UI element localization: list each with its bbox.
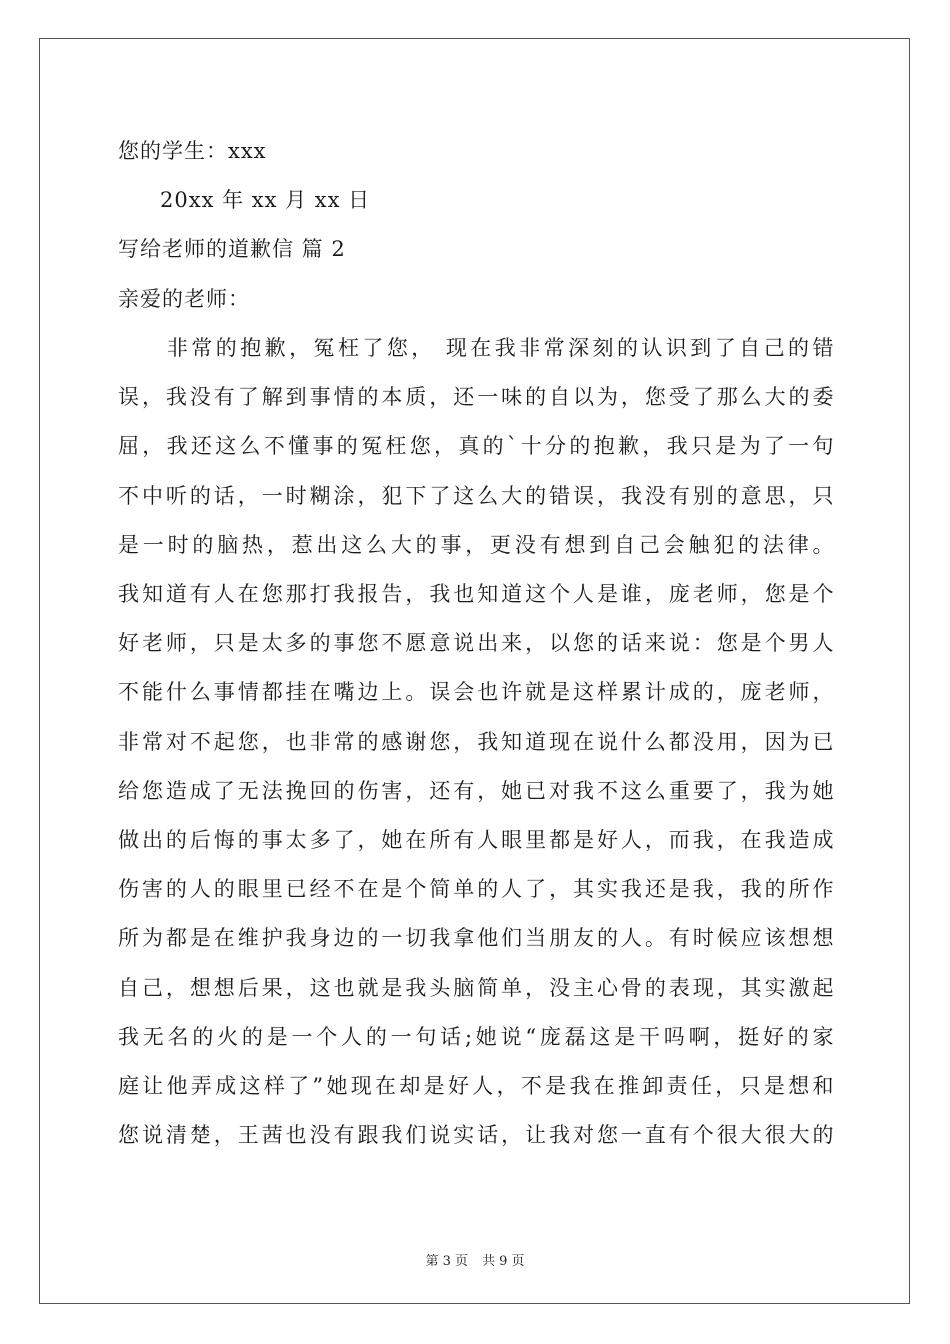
body-text-line: 屈，我还这么不懂事的冤枉您，真的`十分的抱歉，我只是为了一句 [118, 434, 834, 458]
page-border [39, 38, 910, 1304]
salutation: 亲爱的老师： [118, 287, 250, 311]
body-text-line: 不中听的话，一时糊涂，犯下了这么大的错误，我没有别的意思，只 [118, 484, 834, 508]
page-footer [0, 1250, 950, 1269]
body-text-line: 非常的抱歉，冤枉了您， 现在我非常深刻的认识到了自己的错 [118, 336, 834, 360]
body-text-line: 好老师，只是太多的事您不愿意说出来，以您的话来说：您是个男人 [118, 631, 834, 655]
date-line: 20xx 年 xx 月 xx 日 [160, 188, 371, 212]
page-total: 共 9 页 [482, 1254, 525, 1269]
section-title: 写给老师的道歉信 篇 2 [118, 237, 346, 261]
body-text-line: 给您造成了无法挽回的伤害，还有，她已对我不这么重要了，我为她 [118, 779, 834, 803]
body-text-line: 误，我没有了解到事情的本质，还一味的自以为，您受了那么大的委 [118, 385, 834, 409]
body-text-line: 我无名的火的是一个人的一句话;她说“庞磊这是干吗啊，挺好的家 [118, 1025, 834, 1049]
page-number: 第 3 页 [425, 1254, 468, 1269]
body-text-line: 自己，想想后果，这也就是我头脑简单，没主心骨的表现，其实激起 [118, 976, 834, 1000]
body-text-line: 伤害的人的眼里已经不在是个简单的人了，其实我还是我，我的所作 [118, 877, 834, 901]
body-text-line: 是一时的脑热，惹出这么大的事，更没有想到自己会触犯的法律。 [118, 533, 834, 557]
signature-line: 您的学生：xxx [118, 139, 267, 163]
body-text-line: 我知道有人在您那打我报告，我也知道这个人是谁，庞老师，您是个 [118, 582, 834, 606]
body-text-line: 不能什么事情都挂在嘴边上。误会也许就是这样累计成的，庞老师， [118, 680, 834, 704]
body-text-line: 您说清楚，王茜也没有跟我们说实话，让我对您一直有个很大很大的 [118, 1123, 834, 1147]
body-text-line: 庭让他弄成这样了”她现在却是好人，不是我在推卸责任，只是想和 [118, 1074, 834, 1098]
body-text-line: 所为都是在维护我身边的一切我拿他们当朋友的人。有时候应该想想 [118, 926, 834, 950]
body-text-line: 非常对不起您，也非常的感谢您，我知道现在说什么都没用，因为已 [118, 730, 834, 754]
body-text-line: 做出的后悔的事太多了，她在所有人眼里都是好人，而我，在我造成 [118, 828, 834, 852]
